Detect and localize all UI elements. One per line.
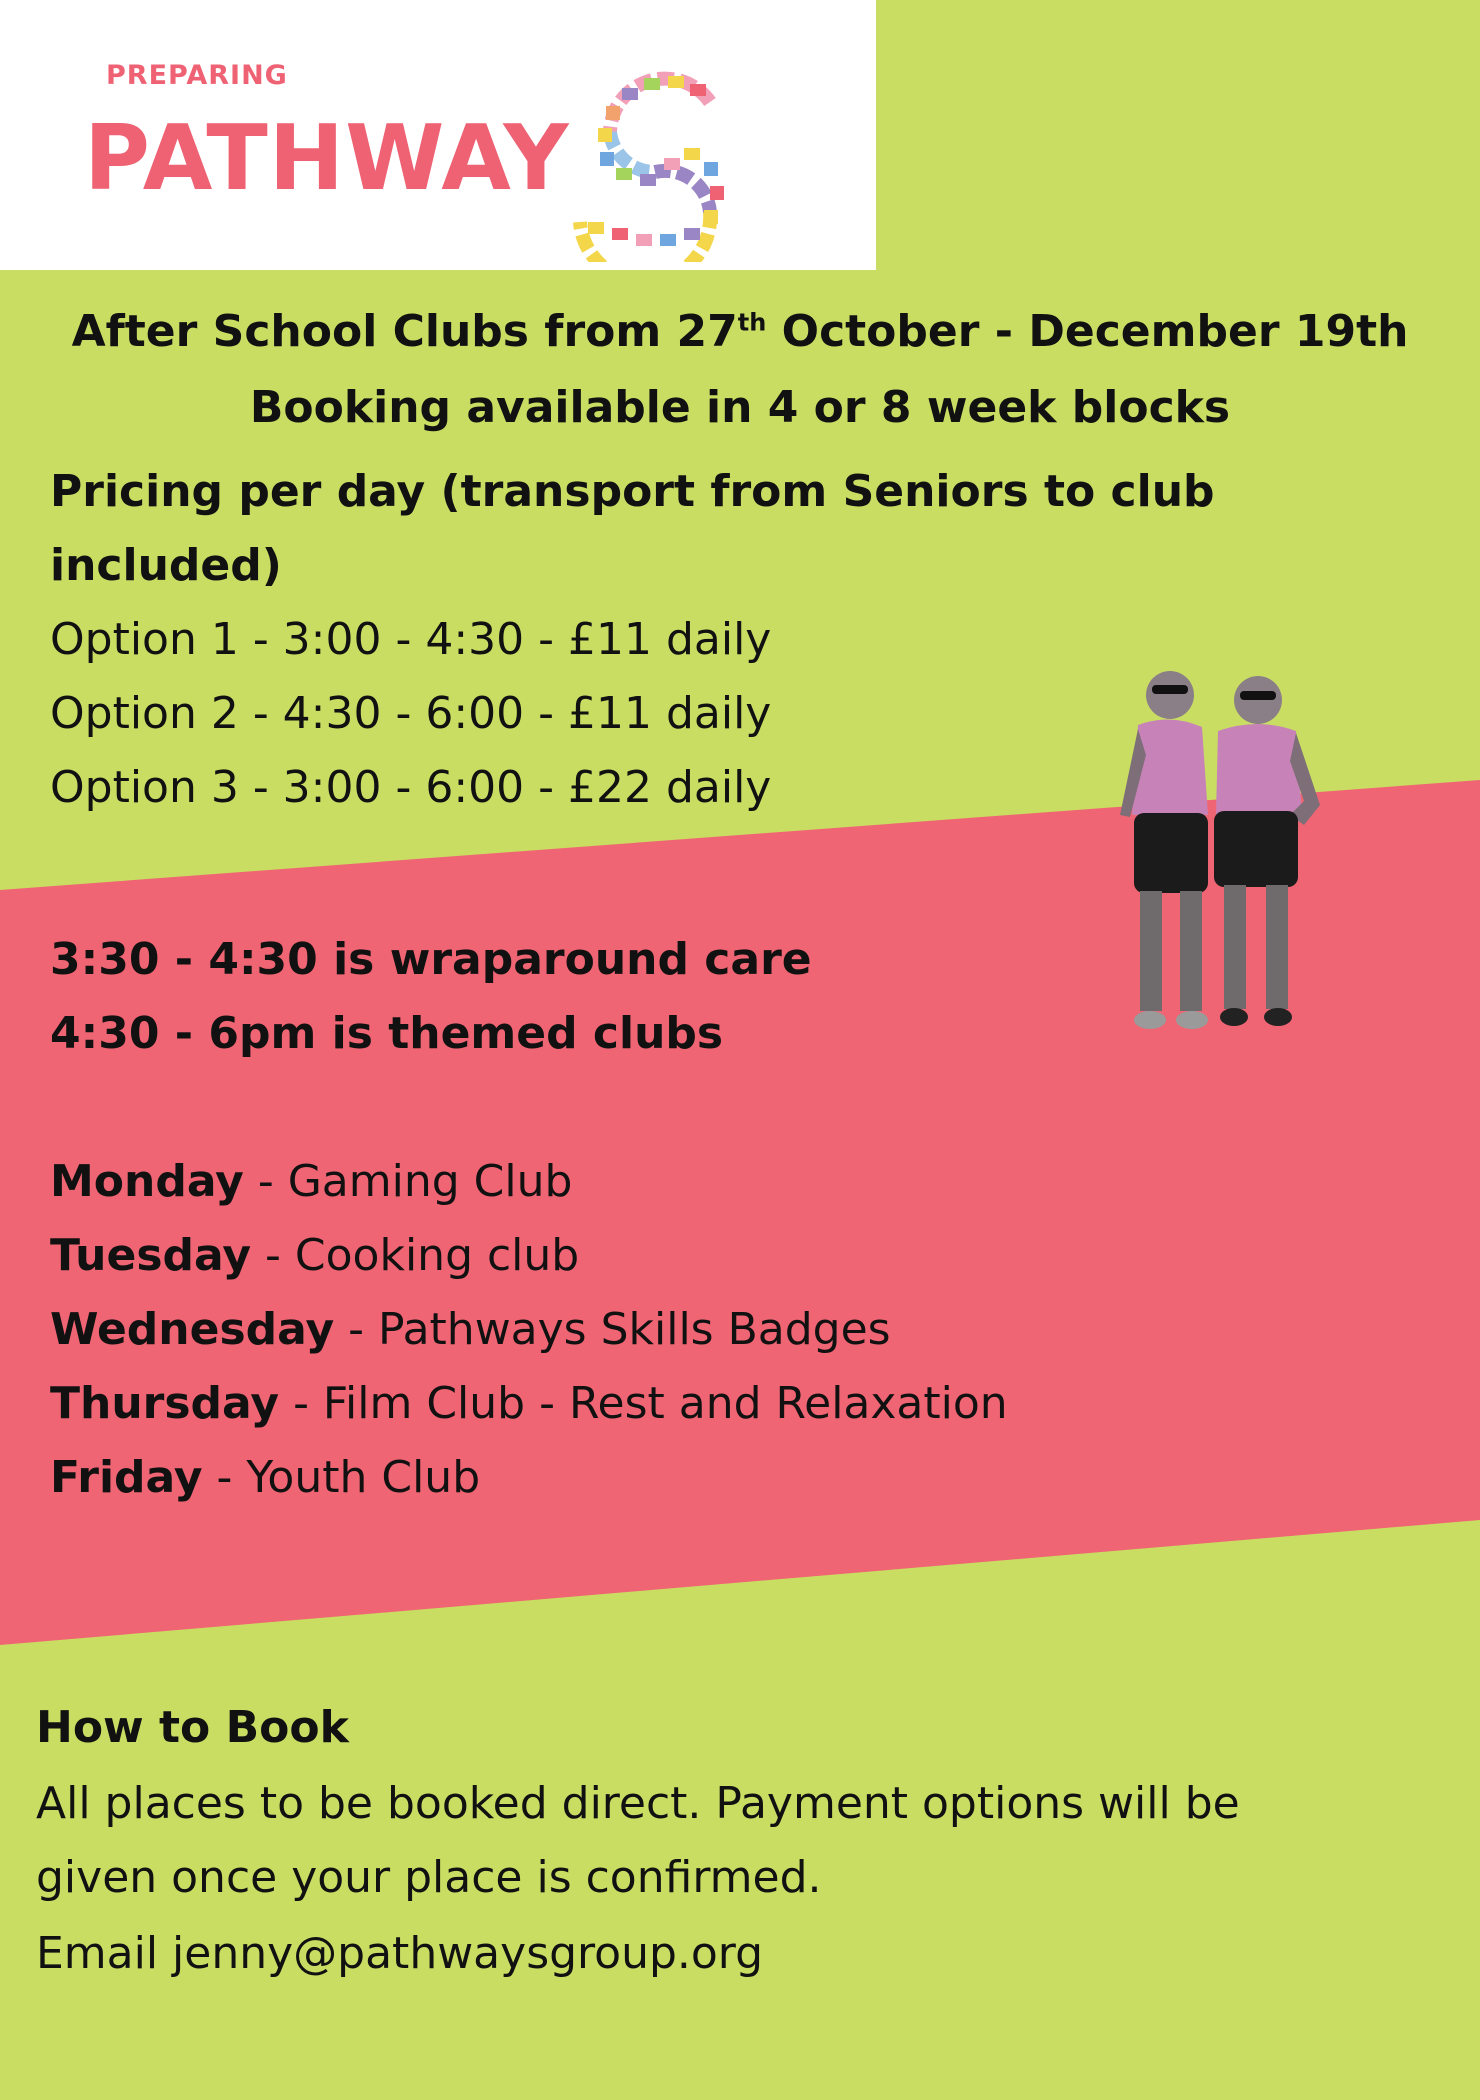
pricing-heading-line2: included) bbox=[50, 540, 282, 591]
logo-pathway-text: PATHWAY bbox=[84, 106, 570, 211]
schedule-day: Wednesday bbox=[50, 1304, 335, 1355]
care-wraparound: 3:30 - 4:30 is wraparound care bbox=[50, 934, 812, 985]
logo-header bbox=[0, 0, 876, 270]
logo-preparing-text: PREPARING bbox=[106, 60, 288, 91]
schedule-club: - Film Club - Rest and Relaxation bbox=[279, 1378, 1008, 1429]
how-to-book-line1: All places to be booked direct. Payment options will be bbox=[36, 1778, 1240, 1829]
schedule-item bbox=[50, 1304, 891, 1355]
pricing-heading-line1: Pricing per day (transport from Seniors to club bbox=[50, 466, 1215, 517]
schedule-day: Tuesday bbox=[50, 1230, 252, 1281]
pricing-option-3: Option 3 - 3:00 - 6:00 - £22 daily bbox=[50, 762, 772, 813]
schedule-item bbox=[50, 1378, 1008, 1429]
pricing-option-1: Option 1 - 3:00 - 4:30 - £11 daily bbox=[50, 614, 772, 665]
schedule-day: Friday bbox=[50, 1452, 203, 1503]
how-to-book-line2: given once your place is confirmed. bbox=[36, 1852, 822, 1903]
schedule-club: - Youth Club bbox=[202, 1452, 481, 1503]
how-to-book-title: How to Book bbox=[36, 1702, 349, 1753]
schedule-day: Monday bbox=[50, 1156, 244, 1207]
booking-email: Email jenny@pathwaysgroup.org bbox=[36, 1928, 764, 1979]
headline-dates: After School Clubs from 27th October - December 19th bbox=[71, 306, 1409, 357]
colourful-path-icon bbox=[560, 62, 760, 262]
schedule-club: - Pathways Skills Badges bbox=[334, 1304, 891, 1355]
schedule-item bbox=[50, 1156, 572, 1207]
two-women-photo bbox=[1090, 665, 1340, 1065]
schedule-day: Thursday bbox=[50, 1378, 280, 1429]
schedule-item bbox=[50, 1452, 480, 1503]
schedule-club: - Cooking club bbox=[251, 1230, 580, 1281]
schedule-club: - Gaming Club bbox=[243, 1156, 573, 1207]
schedule-item bbox=[50, 1230, 579, 1281]
care-themed-clubs: 4:30 - 6pm is themed clubs bbox=[50, 1008, 724, 1059]
pricing-option-2: Option 2 - 4:30 - 6:00 - £11 daily bbox=[50, 688, 772, 739]
headline-booking-blocks: Booking available in 4 or 8 week blocks bbox=[249, 382, 1231, 433]
